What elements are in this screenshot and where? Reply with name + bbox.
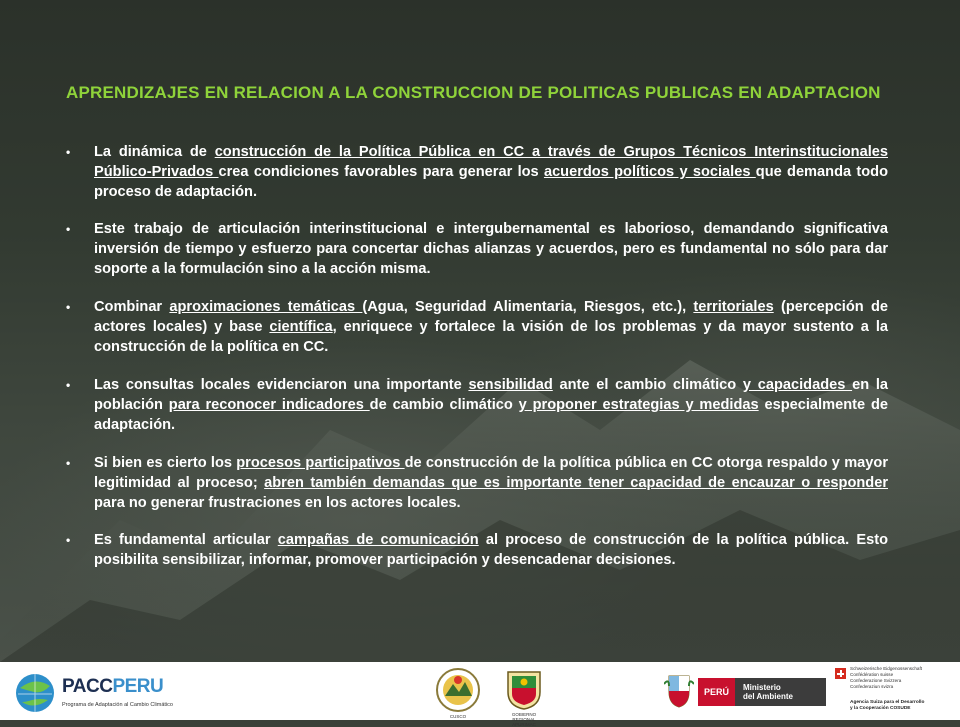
bullet-item	[66, 453, 888, 513]
underlined-phrase: científica	[269, 319, 333, 335]
swiss-line: Confederazione Svizzera	[850, 678, 902, 683]
bullet-marker: •	[66, 145, 71, 159]
globe-leaf-icon	[14, 672, 56, 714]
text-run: (percepción de actores locales) y base	[94, 299, 888, 335]
cusco-caption: CUSCO	[449, 714, 467, 719]
ministerio-ambiente-logo	[698, 678, 826, 706]
bullet-list	[66, 142, 888, 570]
ministry-line2: del Ambiente	[743, 692, 793, 701]
underlined-phrase: aproximaciones temáticas	[169, 299, 363, 315]
pacc-tagline: Programa de Adaptación al Cambio Climático	[62, 702, 173, 708]
bullet-marker: •	[66, 222, 71, 236]
text-run: Combinar	[94, 299, 170, 315]
text-run: de cambio climático	[369, 397, 519, 413]
text-run: especialmente de adaptación.	[94, 397, 888, 433]
underlined-phrase: y proponer estrategias y medidas	[518, 397, 759, 413]
pacc-name-b: PERU	[112, 676, 164, 697]
underlined-phrase: abren también demandas que es importante tener capacidad de encauzar o responder	[264, 475, 888, 491]
text-run: de construcción de la política pública en CC otorga respaldo y mayor legitimidad al proceso;	[94, 455, 888, 491]
bullet-marker: •	[66, 456, 71, 470]
bullet-item	[66, 375, 888, 435]
footer-logos	[0, 662, 960, 727]
underlined-phrase: territoriales	[693, 299, 774, 315]
underlined-phrase: sensibilidad	[468, 377, 553, 393]
underlined-phrase: acuerdos políticos y sociales	[543, 164, 756, 180]
text-run: ante el cambio climático	[552, 377, 743, 393]
pacc-wordmark	[62, 676, 163, 698]
agency-line1: Agencia Suiza para el Desarrollo	[850, 700, 925, 705]
bullet-marker: •	[66, 378, 71, 392]
underlined-phrase: construcción de la Política Pública en CC a través de Grupos Técnicos Interinstitucionales Público-Privados	[94, 144, 888, 180]
bullet-marker: •	[66, 533, 71, 547]
text-run: , enriquece y fortalece la visión de los problemas y da mayor sustento a la construcción de la política en CC.	[94, 319, 888, 355]
bullet-item	[66, 219, 888, 279]
regional-seal-icon	[500, 668, 548, 710]
text-run: La dinámica de	[94, 144, 215, 160]
apurimac-seal	[500, 668, 548, 727]
cusco-seal	[434, 668, 482, 718]
swiss-cross-icon	[835, 668, 846, 679]
coat-of-arms-icon	[664, 674, 694, 708]
text-run: en la población	[94, 377, 888, 413]
pacc-name-a: PACC	[62, 676, 113, 697]
bullet-item	[66, 142, 888, 202]
text-run: (Agua, Seguridad Alimentaria, Riesgos, etc.),	[362, 299, 694, 315]
regional-seal-icon	[434, 668, 482, 714]
text-run: para no generar frustraciones en los actores locales.	[94, 495, 461, 511]
underlined-phrase: procesos participativos	[236, 455, 405, 471]
agency-line2: y la Cooperación COSUDE	[850, 706, 911, 711]
text-run: Si bien es cierto los	[94, 455, 237, 471]
text-run: crea condiciones favorables para generar los	[218, 164, 544, 180]
apurimac-caption-line1: GOBIERNO REGIONAL	[511, 712, 537, 722]
text-run: Este trabajo de articulación interinstitucional e intergubernamental es laborioso, demandando significativa inversión de tiempo y esfuerzo para concertar dichas alianzas y acuerdos, pero es fundamental no sólo para dar soporte a la formulación sino a la acción misma.	[94, 221, 888, 277]
cosude-agency-name	[850, 700, 924, 712]
text-run: al proceso de construcción de la política pública. Esto posibilita sensibilizar, informar, promover participación y desencadenar decisiones.	[94, 532, 889, 568]
ministry-line1: Ministerio	[743, 683, 781, 692]
bullet-item	[66, 297, 888, 357]
underlined-phrase: campañas de comunicación	[277, 532, 479, 548]
apurimac-caption-line2: APURIMAC	[512, 722, 536, 727]
swiss-line: Schweizerische Eidgenossenschaft	[850, 666, 923, 671]
ministry-label	[735, 678, 826, 706]
bullet-marker: •	[66, 300, 71, 314]
bullet-item	[66, 530, 888, 570]
peru-label: PERÚ	[698, 678, 735, 706]
pacc-peru-logo	[14, 670, 184, 716]
text-run: Las consultas locales evidenciaron una importante	[94, 377, 469, 393]
swiss-line: Confédération suisse	[850, 672, 894, 677]
text-run: que demanda todo proceso de adaptación.	[94, 164, 889, 200]
swiss-cooperation-logo	[835, 666, 955, 720]
swiss-confederation-names	[850, 666, 922, 690]
slide-title: APRENDIZAJES EN RELACION A LA CONSTRUCCION DE POLITICAS PUBLICAS EN ADAPTACION	[66, 83, 881, 102]
underlined-phrase: y capacidades	[742, 377, 853, 393]
underlined-phrase: para reconocer indicadores	[168, 397, 370, 413]
text-run: Es fundamental articular	[94, 532, 278, 548]
swiss-line: Confederaziun svizra	[850, 684, 894, 689]
